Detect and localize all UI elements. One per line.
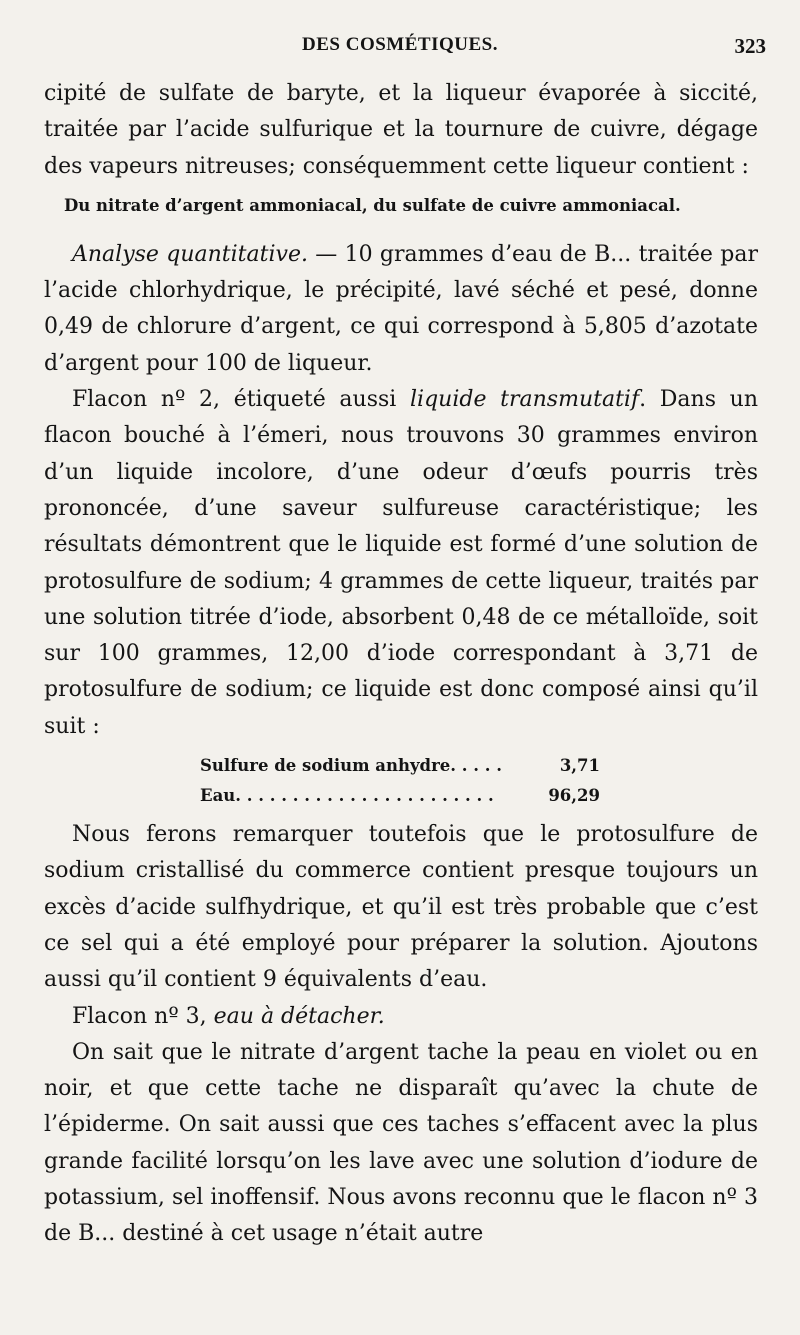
paragraph-remark: Nous ferons remarquer toutefois que le protosulfure de sodium cristallisé du commerce contient presque toujours un excès d’acide sulfhydrique, et qu’il est très probable que c’est ce sel qui a été employé pour préparer la solution. Ajoutons aussi qu’il contient 9 équivalents d’eau. bbox=[44, 822, 758, 993]
running-title: DES COSMÉTIQUES. bbox=[302, 34, 498, 55]
composition-table bbox=[200, 751, 758, 811]
paragraph-text: . Dans un flacon bouché à l’émeri, nous trouvons 30 grammes environ d’un liquide incolore, d’une odeur d’œufs pourris très prononcée, d’une saveur sulfureuse caractéristique; les résultats démontrent que le liquide est formé d’une solution de protosulfure de sodium; 4 grammes de cette liqueur, traités par une solution titrée d’iode, absorbent 0,48 de ce métalloïde, soit sur 100 grammes, 12,00 d’iode correspondant à 3,71 de protosulfure de sodium; ce liquide est donc composé ainsi qu’il suit : bbox=[44, 387, 758, 739]
italic-term: eau à détacher. bbox=[213, 1003, 385, 1029]
paragraph-continuation: cipité de sulfate de baryte, et la liqueur évaporée à siccité, traitée par l’acide sulfurique et la tournure de cuivre, dégage des vapeurs nitreuses; conséquemment cette liqueur contient : bbox=[44, 81, 758, 179]
component-name: Eau bbox=[200, 786, 236, 806]
component-value: 3,71 bbox=[559, 756, 600, 776]
paragraph-silver-nitrate: On sait que le nitrate d’argent tache la peau en violet ou en noir, et que cette tache ne disparaît qu’avec la chute de l’épiderme. On sait aussi que ces taches s’effacent avec la plus grande facilité lorsqu’on les lave avec une solution d’iodure de potassium, sel inoffensif. Nous avons reconnu que le flacon nº 3 de B... destiné à cet usage n’était autre bbox=[44, 1039, 758, 1247]
composition-row bbox=[200, 781, 600, 811]
paragraph-text: Flacon nº 3, bbox=[72, 1003, 214, 1029]
page-header bbox=[0, 34, 800, 58]
paragraph-quantitative-analysis bbox=[44, 237, 758, 382]
paragraph-text: — 10 grammes d’eau de B... traitée par l’acide chlorhydrique, le précipité, lavé séché et pesé, donne 0,49 de chlorure d’argent, ce qui correspond à 5,805 d’azotate d’argent pour 100 de liqueur. bbox=[44, 241, 758, 376]
paragraph-text: Flacon nº 2, étiqueté aussi bbox=[72, 387, 410, 413]
paragraph-flacon-3 bbox=[44, 999, 758, 1035]
analysis-conclusion: Du nitrate d’argent ammoniacal, du sulfate de cuivre ammoniacal. bbox=[64, 195, 681, 215]
body-text bbox=[44, 76, 758, 1253]
page-number: 323 bbox=[734, 34, 766, 58]
component-name: Sulfure de sodium anhydre bbox=[200, 756, 451, 776]
component-value: 96,29 bbox=[548, 786, 600, 806]
composition-row bbox=[200, 751, 600, 781]
section-label: Analyse quantitative. bbox=[72, 241, 308, 267]
dot-leader: . . . . . . . . . . . . . . . . . . . . . . . bbox=[235, 786, 494, 806]
italic-term: liquide transmutatif bbox=[410, 387, 640, 413]
paragraph-flacon-2 bbox=[44, 382, 758, 745]
dot-leader: . . . . . bbox=[450, 756, 502, 776]
